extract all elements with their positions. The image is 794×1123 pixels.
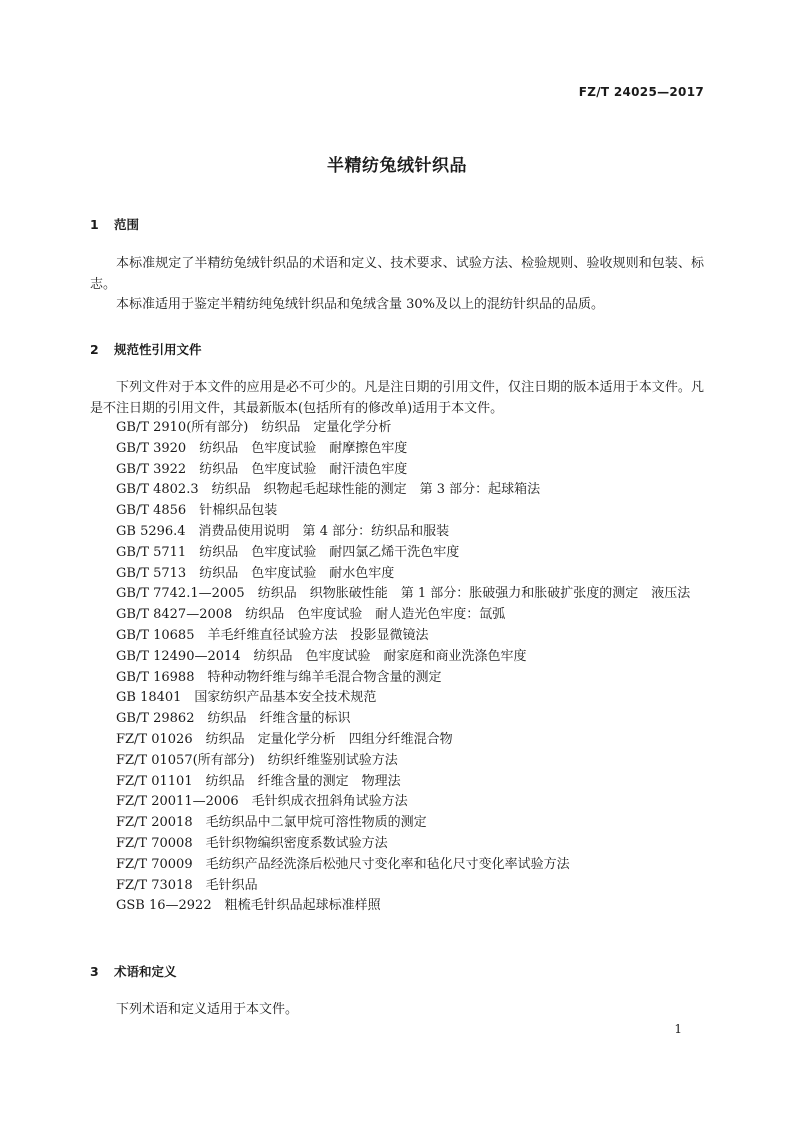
reference-item: FZ/T 70009 毛纺织产品经洗涤后松弛尺寸变化率和毡化尺寸变化率试验方法 [116,856,570,872]
document-title: 半精纺兔绒针织品 [327,156,467,176]
reference-item: GB/T 12490—2014 纺织品 色牢度试验 耐家庭和商业洗涤色牢度 [116,648,527,664]
reference-item: FZ/T 01101 纺织品 纤维含量的测定 物理法 [116,773,401,789]
page-number: 1 [674,1022,682,1036]
reference-item: GB/T 5711 纺织品 色牢度试验 耐四氯乙烯干洗色牢度 [116,544,460,560]
terms-intro: 下列术语和定义适用于本文件。 [116,1002,299,1017]
reference-item: GB 5296.4 消费品使用说明 第 4 部分：纺织品和服装 [116,523,450,539]
section-number: 3 [90,964,99,979]
reference-item: GB/T 4856 针棉织品包装 [116,503,278,519]
reference-item: GB/T 7742.1—2005 纺织品 织物胀破性能 第 1 部分：胀破强力和胀破扩张度的测定 液压法 [116,586,691,602]
reference-item: FZ/T 01057(所有部分) 纺织纤维鉴别试验方法 [116,752,398,768]
section-2-heading [90,340,202,358]
reference-item: GB/T 8427—2008 纺织品 色牢度试验 耐人造光色牢度：氙弧 [116,607,506,623]
section-1-heading [90,215,139,233]
reference-item: FZ/T 70008 毛针织物编织密度系数试验方法 [116,835,388,851]
section-title: 范围 [114,217,140,232]
reference-item: GB/T 2910(所有部分) 纺织品 定量化学分析 [116,420,392,435]
reference-item: FZ/T 20018 毛纺织品中二氯甲烷可溶性物质的测定 [116,815,427,831]
reference-item: GB/T 3920 纺织品 色牢度试验 耐摩擦色牢度 [116,440,408,456]
section-title: 术语和定义 [114,964,177,979]
reference-item: GB/T 10685 羊毛纤维直径试验方法 投影显微镜法 [116,627,429,643]
scope-paragraph-1: 本标准规定了半精纺兔绒针织品的术语和定义、技术要求、试验方法、检验规则、验收规则和包装、标志。 [90,256,704,292]
reference-item: GB/T 4802.3 纺织品 织物起毛起球性能的测定 第 3 部分：起球箱法 [116,482,541,498]
reference-item: GB/T 5713 纺织品 色牢度试验 耐水色牢度 [116,565,395,581]
reference-item: FZ/T 20011—2006 毛针织成衣扭斜角试验方法 [116,794,408,810]
reference-list [90,418,704,917]
reference-item: GB/T 16988 特种动物纤维与绵羊毛混合物含量的测定 [116,669,442,685]
reference-item: GB/T 3922 纺织品 色牢度试验 耐汗渍色牢度 [116,461,408,477]
section-title: 规范性引用文件 [114,342,202,357]
reference-item: GB 18401 国家纺织产品基本安全技术规范 [116,690,377,706]
reference-item: GB/T 29862 纺织品 纤维含量的标识 [116,711,351,727]
standard-number: FZ/T 24025—2017 [578,85,704,99]
section-number: 1 [90,217,99,232]
reference-item: GSB 16—2922 粗梳毛针织品起球标准样照 [116,898,381,914]
normative-refs-intro: 下列文件对于本文件的应用是必不可少的。凡是注日期的引用文件，仅注日期的版本适用于本文件。凡是不注日期的引用文件，其最新版本(包括所有的修改单)适用于本文件。 [90,380,704,416]
section-3-heading [90,962,177,980]
reference-item: FZ/T 01026 纺织品 定量化学分析 四组分纤维混合物 [116,731,453,747]
scope-paragraph-2: 本标准适用于鉴定半精纺纯兔绒针织品和兔绒含量 30%及以上的混纺针织品的品质。 [116,297,605,312]
section-number: 2 [90,342,99,357]
reference-item: FZ/T 73018 毛针织品 [116,877,258,893]
